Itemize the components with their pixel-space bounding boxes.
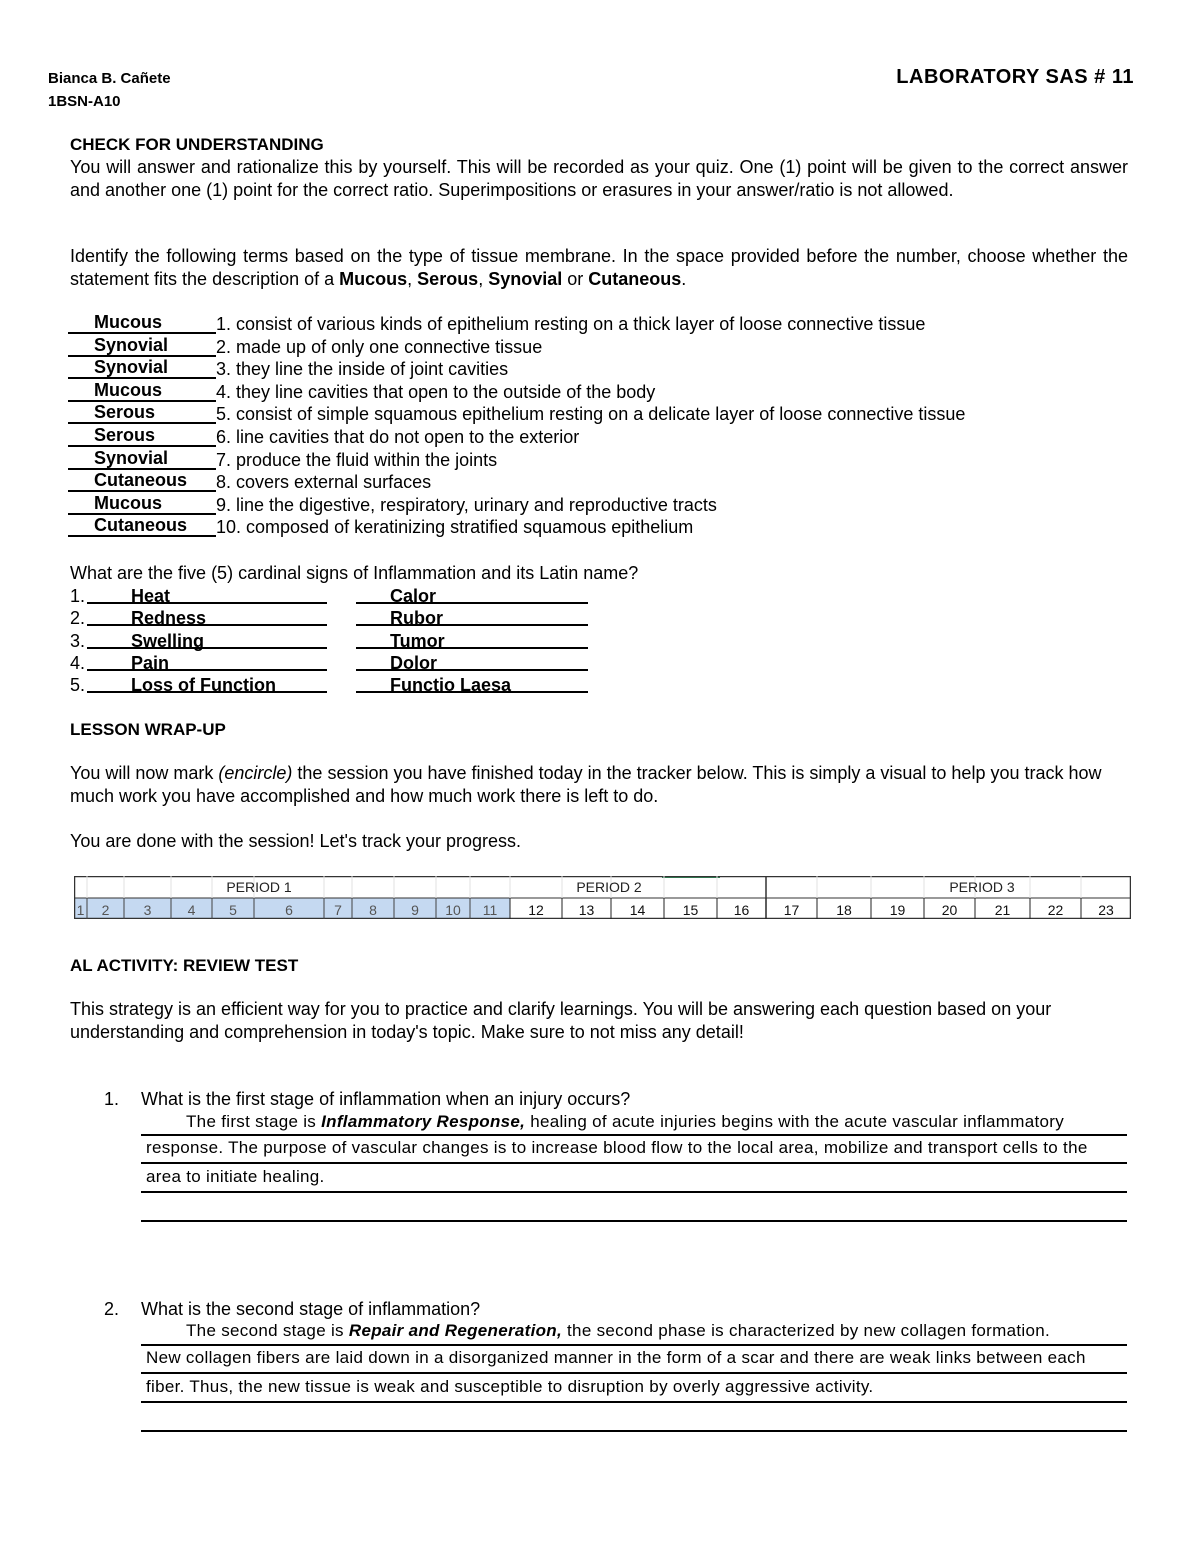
check-instructions: You will answer and rationalize this by yourself. This will be recorded as your quiz. One (1) point will be given to the correct answer and another one (1) point for the correct ratio. Superimpositions or erasures in your answer/ratio is not allowed. <box>70 157 1128 200</box>
session-number: 20 <box>941 902 958 918</box>
inflammation-question: What are the five (5) cardinal signs of Inflammation and its Latin name? <box>70 563 639 583</box>
identify-text: Identify the following terms based on the type of tissue membrane. In the space provided before the number, choose whether the statement fits the description of a <box>70 246 1128 289</box>
sign-latin-blank[interactable]: Tumor <box>356 630 588 649</box>
matching-item <box>68 426 579 448</box>
item-description: 9. line the digestive, respiratory, urinary and reproductive tracts <box>216 495 717 515</box>
session-number: 14 <box>629 902 646 918</box>
answer-line-3[interactable]: area to initiate healing. <box>146 1167 325 1186</box>
sign-latin-blank[interactable]: Rubor <box>356 607 588 626</box>
session-number: 6 <box>285 902 293 918</box>
matching-item <box>68 358 508 380</box>
document-title: LABORATORY SAS # 11 <box>896 66 1134 88</box>
session-number: 11 <box>482 902 498 918</box>
answer-text: healing of acute injuries begins with the acute vascular inflammatory <box>525 1112 1065 1131</box>
sign-number: 1. <box>70 586 86 606</box>
wrapup-text: You will now mark <box>70 763 219 783</box>
item-description: 1. consist of various kinds of epithelium resting on a thick layer of loose connective tissue <box>216 314 926 334</box>
item-description: 6. line cavities that do not open to the exterior <box>216 427 580 447</box>
separator: , <box>407 269 418 289</box>
answer-underline <box>141 1134 1127 1136</box>
question-number: 2. <box>104 1299 120 1319</box>
sign-number: 2. <box>70 608 86 628</box>
answer-line-2[interactable]: response. The purpose of vascular changes is to increase blood flow to the local area, mobilize and transport cells to the <box>146 1138 1088 1157</box>
item-description: 4. they line cavities that open to the outside of the body <box>216 382 656 402</box>
student-name: Bianca B. Cañete <box>48 70 171 87</box>
session-number: 2 <box>101 902 110 918</box>
answer-blank[interactable]: Mucous <box>68 313 216 334</box>
session-number: 15 <box>682 902 699 918</box>
sign-latin-blank[interactable]: Calor <box>356 585 588 604</box>
matching-item <box>68 471 431 493</box>
matching-item <box>68 516 693 538</box>
session-number: 23 <box>1098 902 1114 918</box>
sign-row <box>70 630 445 652</box>
answer-text: The first stage is <box>186 1112 322 1131</box>
session-number: 12 <box>528 902 544 918</box>
period-label: PERIOD 3 <box>949 879 1015 895</box>
answer-blank[interactable]: Mucous <box>68 381 216 402</box>
matching-item <box>68 336 542 358</box>
al-intro: This strategy is an efficient way for you to practice and clarify learnings. You will be answering each question based on your understanding and comprehension in today's topic. Make sure to not miss any detail! <box>70 999 1052 1042</box>
matching-item <box>68 494 717 516</box>
progress-tracker <box>74 876 1131 919</box>
session-number: 21 <box>994 902 1011 918</box>
session-number: 8 <box>369 902 377 918</box>
answer-term: Inflammatory Response, <box>321 1112 526 1131</box>
check-heading: CHECK FOR UNDERSTANDING <box>70 135 324 154</box>
answer-text: The second stage is <box>186 1321 349 1340</box>
session-number: 5 <box>229 902 237 918</box>
sign-english-blank[interactable]: Pain <box>87 652 327 671</box>
sign-english-blank[interactable]: Redness <box>87 607 327 626</box>
identify-instructions <box>70 245 1128 291</box>
answer-underline <box>141 1372 1127 1374</box>
separator: . <box>681 269 687 289</box>
session-number: 10 <box>445 902 461 918</box>
wrapup-heading: LESSON WRAP-UP <box>70 720 226 739</box>
student-section: 1BSN-A10 <box>48 93 121 110</box>
sign-latin-blank[interactable]: Dolor <box>356 652 588 671</box>
session-number: 22 <box>1047 902 1064 918</box>
matching-item <box>68 313 925 335</box>
session-number: 18 <box>836 902 852 918</box>
sign-number: 4. <box>70 653 86 673</box>
answer-blank[interactable]: Synovial <box>68 336 216 357</box>
answer-text: the second phase is characterized by new collagen formation. <box>562 1321 1050 1340</box>
answer-underline[interactable] <box>141 1220 1127 1222</box>
item-description: 5. consist of simple squamous epithelium resting on a delicate layer of loose connective tissue <box>216 404 966 424</box>
session-number: 4 <box>187 902 196 918</box>
answer-underline <box>141 1401 1127 1403</box>
period-label: PERIOD 2 <box>576 879 642 895</box>
answer-line-3[interactable]: fiber. Thus, the new tissue is weak and susceptible to disruption by overly aggressive activity. <box>146 1377 874 1396</box>
session-number: 9 <box>411 902 419 918</box>
sign-row <box>70 585 437 607</box>
term-cutaneous: Cutaneous <box>588 269 682 289</box>
wrapup-done: You are done with the session! Let's track your progress. <box>70 831 522 851</box>
term-mucous: Mucous <box>339 269 408 289</box>
sign-number: 5. <box>70 675 86 695</box>
answer-underline <box>141 1191 1127 1193</box>
session-number: 3 <box>143 902 152 918</box>
session-number: 16 <box>733 902 750 918</box>
item-description: 2. made up of only one connective tissue <box>216 337 543 357</box>
answer-line-2[interactable]: New collagen fibers are laid down in a disorganized manner in the form of a scar and there are weak links between each <box>146 1348 1086 1367</box>
answer-blank[interactable]: Serous <box>68 403 216 424</box>
answer-blank[interactable]: Synovial <box>68 449 216 470</box>
sign-english-blank[interactable]: Heat <box>87 585 327 604</box>
item-description: 3. they line the inside of joint cavities <box>216 359 509 379</box>
session-number: 17 <box>783 902 800 918</box>
session-number: 7 <box>334 902 342 918</box>
answer-line-1[interactable] <box>186 1112 1146 1132</box>
sign-row <box>70 607 443 629</box>
answer-blank[interactable]: Synovial <box>68 358 216 379</box>
answer-underline <box>141 1344 1127 1346</box>
item-description: 7. produce the fluid within the joints <box>216 450 498 470</box>
item-description: 8. covers external surfaces <box>216 472 432 492</box>
sign-row <box>70 652 437 674</box>
question-text: What is the second stage of inflammation? <box>141 1299 481 1319</box>
session-number: 13 <box>578 902 595 918</box>
wrapup-text: the session you have finished today in the tracker below. This is simply a visual to help you track how much work you have accomplished and how much work there is left to do. <box>70 763 1102 806</box>
sign-english-blank[interactable]: Swelling <box>87 630 327 649</box>
answer-term: Repair and Regeneration, <box>348 1321 563 1340</box>
term-synovial: Synovial <box>488 269 563 289</box>
sign-row <box>70 674 512 696</box>
separator: or <box>562 269 589 289</box>
item-description: 10. composed of keratinizing stratified squamous epithelium <box>216 517 694 537</box>
answer-blank[interactable]: Mucous <box>68 494 216 515</box>
answer-blank[interactable]: Cutaneous <box>68 516 216 537</box>
answer-blank[interactable]: Cutaneous <box>68 471 216 492</box>
al-heading: AL ACTIVITY: REVIEW TEST <box>70 956 299 975</box>
separator: , <box>478 269 489 289</box>
question-text: What is the first stage of inflammation when an injury occurs? <box>141 1089 631 1109</box>
sign-number: 3. <box>70 631 86 651</box>
answer-underline[interactable] <box>141 1430 1127 1432</box>
answer-line-1[interactable] <box>186 1321 1146 1341</box>
session-number: 1 <box>76 902 85 918</box>
sign-latin-blank[interactable]: Functio Laesa <box>356 674 588 693</box>
wrapup-paragraph <box>70 762 1120 808</box>
matching-item <box>68 403 965 425</box>
matching-item <box>68 449 497 471</box>
sign-english-blank[interactable]: Loss of Function <box>87 674 327 693</box>
wrapup-emphasis: (encircle) <box>218 763 293 783</box>
answer-underline <box>141 1162 1127 1164</box>
question-number: 1. <box>104 1089 120 1109</box>
period-label: PERIOD 1 <box>226 879 292 895</box>
matching-item <box>68 381 655 403</box>
answer-blank[interactable]: Serous <box>68 426 216 447</box>
term-serous: Serous <box>417 269 479 289</box>
session-number: 19 <box>889 902 906 918</box>
